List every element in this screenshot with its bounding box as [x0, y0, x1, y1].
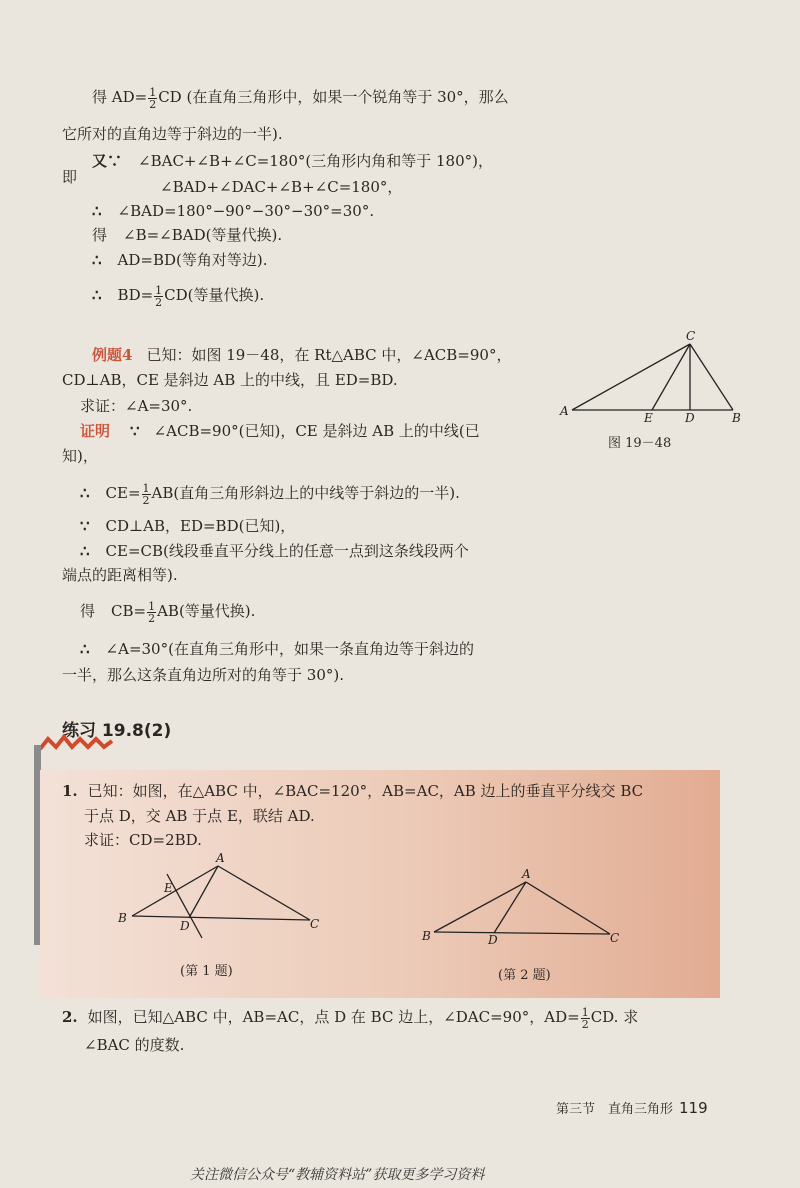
fig2-label-a: A	[522, 867, 531, 881]
q1-line-3: 求证：CD=2BD.	[84, 831, 202, 849]
fig48-label-c: C	[686, 330, 696, 343]
example4-proof-line-8: ∴ ∠A=30°(在直角三角形中，如果一条直角边等于斜边的	[80, 640, 474, 658]
fig2-label-d: D	[488, 933, 498, 944]
example4-prove-line: 求证：∠A=30°.	[80, 397, 193, 415]
fig2-label-b: B	[422, 929, 431, 943]
proof-line-7: ∴ AD=BD(等角对等边).	[92, 251, 268, 269]
fig48-label-b: B	[732, 411, 741, 425]
fig1-label-c: C	[310, 917, 320, 931]
fig2-label-c: C	[610, 931, 620, 944]
zigzag-decoration	[38, 733, 118, 753]
fig48-label-e: E	[644, 411, 653, 425]
page-number: 119	[679, 1099, 708, 1117]
proof-line-1: 得 AD= $\frac{1}{2}$ CD (在直角三角形中，如果一个锐角等于 30°，那么	[92, 85, 509, 111]
example4-proof-line-2: 知)，	[62, 447, 98, 465]
fig1-label-d: D	[180, 919, 190, 933]
fig1-label-b: B	[118, 911, 127, 925]
q2-line-1: 2. 如图，已知△ABC 中，AB=AC，点 D 在 BC 边上，∠DAC=90°，AD= $\frac{1}{2}$ CD. 求	[62, 1005, 639, 1031]
example4-proof-line-4: ∵ CD⊥AB，ED=BD(已知)，	[80, 517, 296, 535]
figure-q1	[112, 852, 332, 942]
fig1-label-a: A	[216, 852, 225, 865]
proof-line-5: ∴ ∠BAD=180°−90°−30°−30°=30°.	[92, 202, 375, 220]
fig48-label-d: D	[685, 411, 695, 425]
example4-proof-line-1: 证明 ∵ ∠ACB=90°(已知)，CE 是斜边 AB 上的中线(已	[80, 422, 480, 440]
figure-19-48-caption: 图 19－48	[608, 436, 672, 451]
example4-tag: 例题4	[92, 346, 133, 364]
example4-proof-line-5: ∴ CE=CB(线段垂直平分线上的任意一点到这条线段两个	[80, 542, 469, 560]
example4-given-line-1: 例题4 已知：如图 19－48，在 Rt△ABC 中，∠ACB=90°，	[92, 346, 512, 364]
fig48-label-a: A	[560, 404, 569, 418]
proof-line-3: 又∵ ∠BAC+∠B+∠C=180°(三角形内角和等于 180°)，	[92, 152, 493, 170]
example4-proof-line-6: 端点的距离相等).	[62, 566, 178, 584]
q2-line-2: ∠BAC 的度数.	[84, 1036, 185, 1054]
fig1-label-e: E	[164, 881, 173, 895]
example4-given-line-2: CD⊥AB，CE 是斜边 AB 上的中线，且 ED=BD.	[62, 371, 398, 389]
fraction-half: $\frac{1}{2}$	[142, 481, 150, 507]
example4-proof-line-7: 得 CB= $\frac{1}{2}$ AB(等量代换).	[80, 599, 256, 625]
figure-19-48	[556, 330, 746, 430]
exercise-title: 练习 19.8(2)	[62, 721, 172, 741]
figure-q1-caption: (第 1 题)	[180, 964, 233, 979]
proof-line-8: ∴ BD= $\frac{1}{2}$ CD(等量代换).	[92, 283, 265, 309]
proof-line-2: 它所对的直角边等于斜边的一半).	[62, 125, 283, 143]
proof-line-6: 得 ∠B=∠BAD(等量代换).	[92, 226, 283, 244]
q1-line-2: 于点 D，交 AB 于点 E，联结 AD.	[84, 807, 315, 825]
proof-line-4: ∠BAD+∠DAC+∠B+∠C=180°，	[160, 178, 403, 196]
footer-section: 第三节 直角三角形	[556, 1102, 674, 1117]
fraction-half: $\frac{1}{2}$	[581, 1005, 589, 1031]
fraction-half: $\frac{1}{2}$	[155, 283, 163, 309]
proof-line-4-prefix: 即	[62, 168, 78, 186]
figure-q2	[418, 864, 628, 944]
watermark-text: 关注微信公众号“教辅资料站”获取更多学习资料	[190, 1167, 485, 1183]
q1-line-1: 1. 已知：如图，在△ABC 中，∠BAC=120°，AB=AC，AB 边上的垂直平分线交 BC	[62, 782, 644, 800]
figure-q2-caption: (第 2 题)	[498, 968, 551, 983]
page-footer	[556, 1098, 708, 1117]
example4-proof-line-3: ∴ CE= $\frac{1}{2}$ AB(直角三角形斜边上的中线等于斜边的一半).	[80, 481, 460, 507]
proof-tag: 证明	[80, 422, 111, 440]
fraction-half: $\frac{1}{2}$	[149, 85, 157, 111]
fraction-half: $\frac{1}{2}$	[148, 599, 156, 625]
example4-proof-line-9: 一半，那么这条直角边所对的角等于 30°).	[62, 666, 344, 684]
